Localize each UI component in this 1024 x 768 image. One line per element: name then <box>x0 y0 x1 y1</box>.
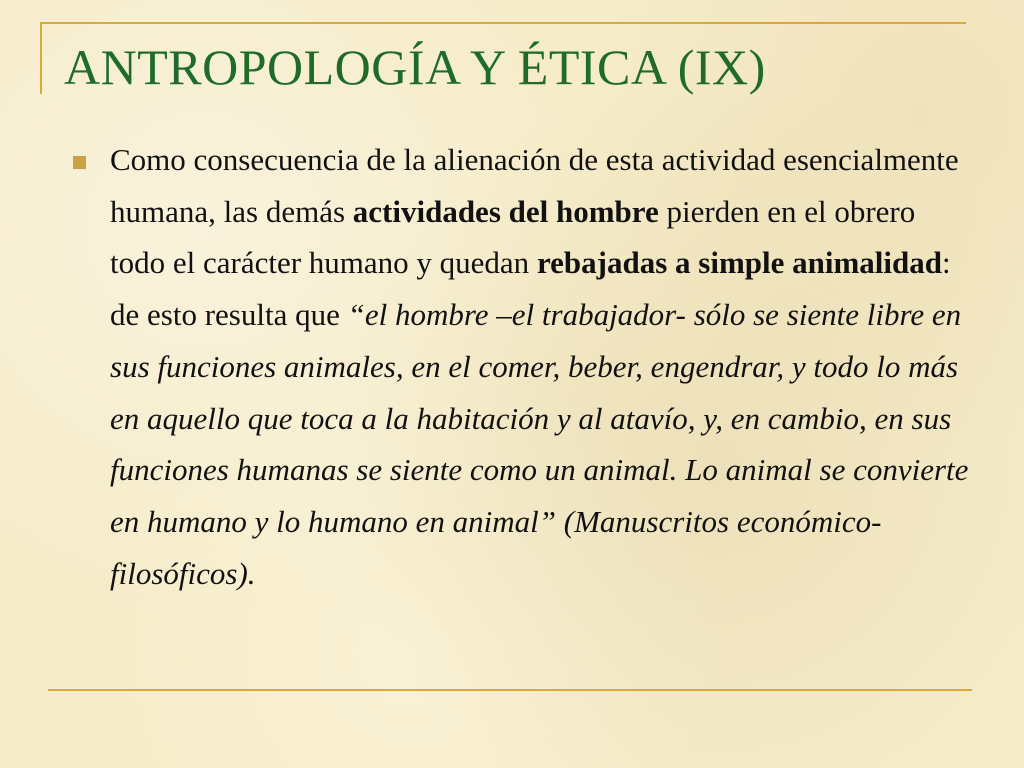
bottom-rule <box>48 689 972 691</box>
italic-quotation: “el hombre –el trabajador- sólo se siente libre en sus funciones animales, en el comer, beber, engendrar, y todo lo más en aquello que toca a la habitación y al atavío, y, en cambio, en sus funciones humanas se siente como un animal. Lo animal se convierte en humano y lo humano en animal” (Manuscritos económico-filosóficos). <box>110 297 969 591</box>
bold-phrase-activities: actividades del hombre <box>352 193 659 229</box>
text-segment-5: : de esto resulta que <box>110 245 951 333</box>
text-segment-1: Como consecuencia de la alienación de esta actividad esencialmente humana, las demás <box>110 142 959 229</box>
left-rule <box>40 22 42 94</box>
text-segment-3: pierden en el obrero todo el carácter humano y quedan <box>110 193 916 281</box>
slide-title: ANTROPOLOGÍA Y ÉTICA (IX) <box>64 39 766 95</box>
top-rule <box>40 22 966 24</box>
bullet-text <box>110 134 970 599</box>
bullet-square-icon <box>73 156 86 169</box>
bold-phrase-animality: rebajadas a simple animalidad <box>536 245 943 281</box>
bullet-paragraph <box>110 134 970 599</box>
